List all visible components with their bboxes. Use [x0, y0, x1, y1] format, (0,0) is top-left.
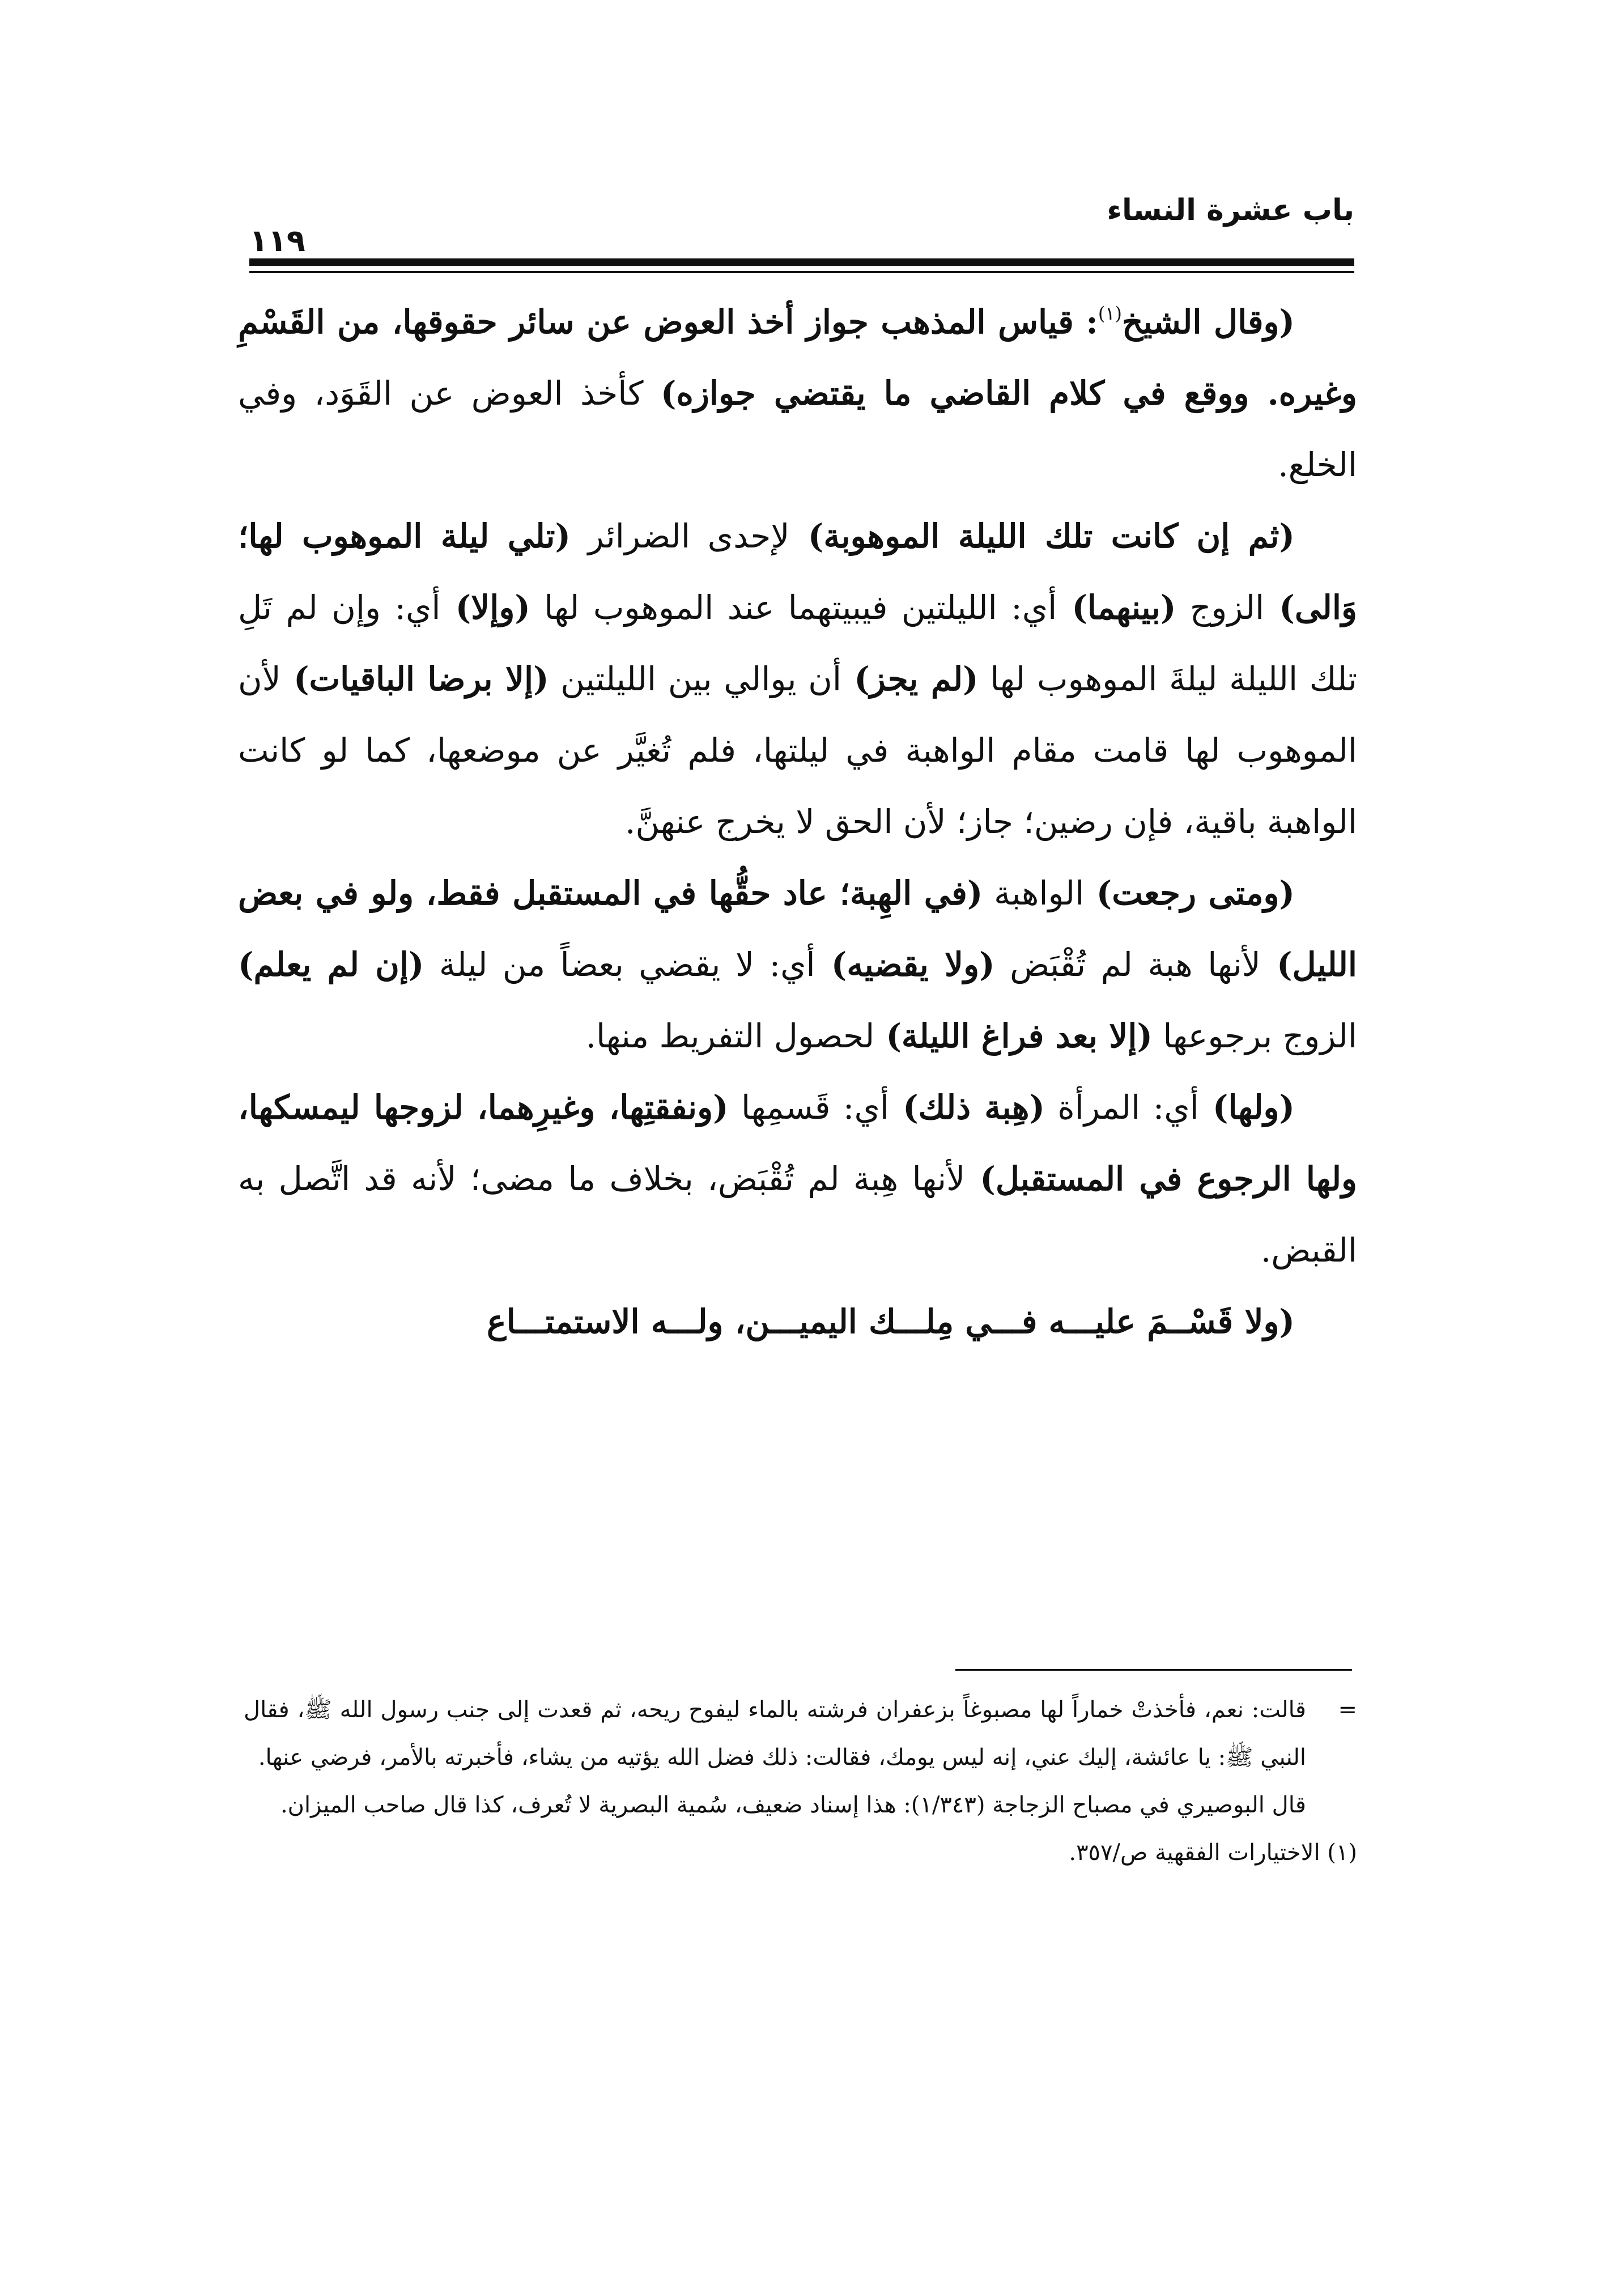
sharh-text: لحصول التفريط منها. — [585, 1017, 875, 1055]
sharh-text: الزوج برجوعها — [1152, 1017, 1357, 1055]
footnote-1 — [244, 1829, 1357, 1876]
footnote-source-note: قال البوصيري في مصباح الزجاجة (١/٣٤٣): هذا إسناد ضعيف، سُمية البصرية لا تُعرف، كذا قال صاحب الميزان. — [280, 1792, 1306, 1818]
sharh-text: الزوج — [1176, 588, 1265, 627]
footnote-1-marker: (١) — [1327, 1840, 1357, 1866]
chapter-title: باب عشرة النساء — [1107, 193, 1354, 227]
matn-text: (لم يجز) — [841, 660, 979, 698]
sharh-text: أي: قَسمِها — [728, 1088, 889, 1127]
sharh-text: لأنها هبة لم تُقْبَض — [994, 945, 1261, 984]
footnote-reference: (١) — [1098, 303, 1122, 324]
matn-text: (هِبة ذلك) — [888, 1088, 1045, 1127]
sharh-text: لإحدى الضرائر — [570, 517, 790, 555]
footnote-separator — [955, 1669, 1352, 1671]
footnote-continued-text: قالت: نعم، فأخذتْ خماراً لها مصبوغاً بزعفران فرشته بالماء ليفوح ريحه، ثم قعدت إلى جنب رسول الله ﷺ، فقال النبي ﷺ: يا عائشة، إليك عني، إنه ليس يومك، فقالت: ذلك فضل الله يؤتيه من يشاء، فأخبرته بالأمر، فرضي عنها. — [244, 1697, 1306, 1770]
page-number: ١١٩ — [249, 223, 305, 258]
sharh-text: كأخذ العوض عن القَوَد، وفي الخلع. — [238, 374, 1357, 484]
sharh-text: أي: المرأة — [1044, 1088, 1199, 1127]
sharh-text: لأن الموهوب لها قامت مقام الواهبة في ليلتها، فلم تُغيَّر عن موضعها، كما لو كانت الواهبة باقية، فإن رضين؛ جاز؛ لأن الحق لا يخرج عنهنَّ. — [238, 660, 1357, 841]
sharh-text: أن يوالي بين الليلتين — [549, 660, 841, 698]
header-rule-thick — [249, 258, 1354, 266]
continuation-mark: = — [1338, 1697, 1357, 1723]
matn-text: (ولا قَسْــمَ عليـــه فـــي مِلـــك اليميـــن، ولـــه الاستمتـــاع — [487, 1302, 1295, 1341]
main-text — [238, 286, 1357, 1357]
paragraph — [238, 286, 1357, 500]
matn-text: (بينهما) — [1057, 588, 1176, 627]
sharh-text: الواهبة — [983, 874, 1085, 912]
matn-text: (ومتى رجعت) — [1084, 874, 1295, 912]
footnotes-section — [244, 1686, 1357, 1876]
header-rule-thin — [249, 271, 1354, 273]
sharh-text: أي: لا يقضي بعضاً من ليلة — [424, 945, 815, 984]
matn-text: (إن لم يعلم) — [238, 945, 424, 984]
matn-text: (ولها) — [1198, 1088, 1295, 1127]
paragraph — [238, 1072, 1357, 1286]
paragraph — [238, 1286, 1357, 1357]
matn-text: (ولا يقضيه) — [815, 945, 995, 984]
paragraph — [238, 857, 1357, 1072]
footnote-continued — [244, 1686, 1357, 1781]
matn-text: : قياس المذهب جواز أخذ العوض عن سائر حقوقها، من القَسْمِ وغيره. ووقع في كلام القاضي ما يقتضي جوازه) — [238, 303, 1358, 413]
matn-text: (وإلا) — [440, 588, 530, 627]
matn-text: (في الهِبة؛ عاد حقُّها في المستقبل فقط، ولو في بعض الليل) — [238, 874, 1357, 984]
matn-text: (ونفقتِها، وغيرِهما، لزوجها ليمسكها، ولها الرجوع في المستقبل) — [238, 1088, 1358, 1198]
matn-text: (ثم إن كانت تلك الليلة الموهوبة) — [789, 517, 1295, 555]
sharh-text: أي: الليلتين فيبيتهما عند الموهوب لها — [530, 588, 1057, 627]
matn-text: (إلا برضا الباقيات) — [280, 660, 549, 698]
sharh-text: لأنها هِبة لم تُقْبَض، بخلاف ما مضى؛ لأنه قد اتَّصل به القبض. — [238, 1160, 1357, 1269]
matn-text: (إلا بعد فراغ الليلة) — [874, 1017, 1153, 1055]
paragraph — [238, 500, 1357, 857]
footnote-1-text: الاختيارات الفقهية ص/٣٥٧. — [1069, 1840, 1320, 1866]
matn-text: (وقال الشيخ — [1122, 303, 1295, 341]
matn-text: (تلي ليلة الموهوب لها؛ وَالى) — [238, 517, 1357, 627]
sharh-text: أي: وإن لم تَلِ تلك الليلة ليلةَ الموهوب لها — [238, 588, 1357, 698]
